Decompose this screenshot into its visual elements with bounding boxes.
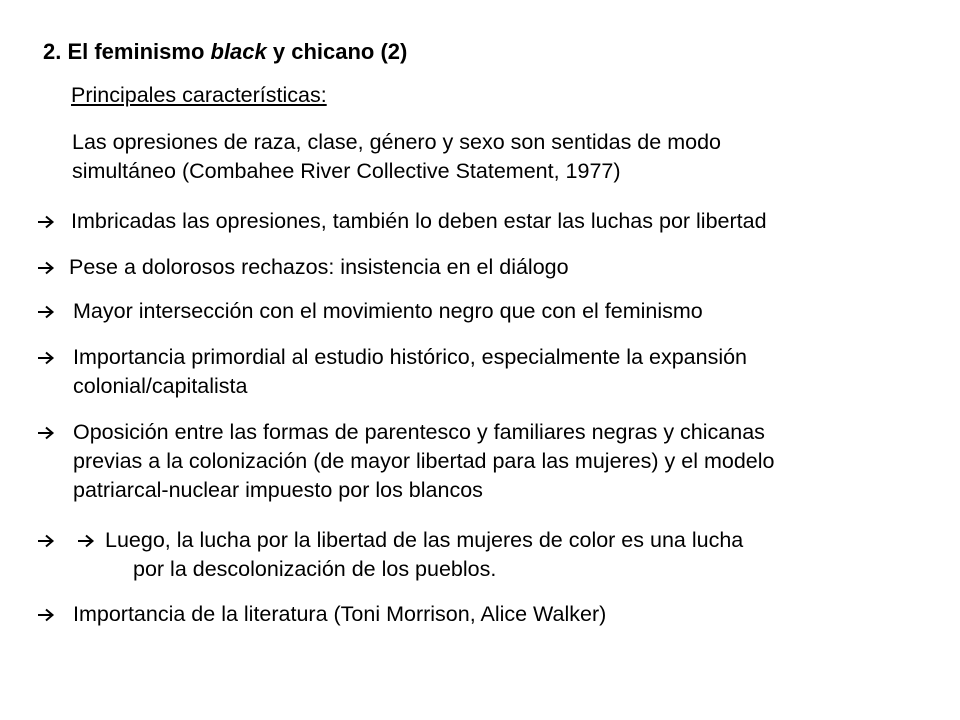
title-suffix: y chicano (2): [266, 39, 408, 64]
right-arrow-icon: [37, 526, 55, 555]
subtitle: [35, 81, 327, 110]
right-arrow-icon: [37, 343, 55, 372]
bullet-text: Importancia primordial al estudio histórico, especialmente la expansión: [73, 345, 748, 369]
intro-line: Las opresiones de raza, clase, género y sexo son sentidas de modo: [72, 130, 721, 154]
bullet-text: previas a la colonización (de mayor libertad para las mujeres) y el modelo: [73, 449, 775, 473]
bullet-text: Pese a dolorosos rechazos: insistencia en el diálogo: [69, 255, 569, 279]
right-arrow-icon: [37, 207, 55, 236]
intro-paragraph: [72, 128, 932, 186]
bullet-text: patriarcal-nuclear impuesto por los blancos: [73, 478, 483, 502]
slide-title: [43, 37, 407, 66]
right-arrow-icon: [37, 600, 55, 629]
bullet-text: Luego, la lucha por la libertad de las mujeres de color es una lucha: [105, 528, 744, 552]
right-arrow-icon: [77, 526, 95, 555]
bullet-text: colonial/capitalista: [73, 374, 248, 398]
bullet-text: Mayor intersección con el movimiento negro que con el feminismo: [73, 299, 703, 323]
intro-line: simultáneo (Combahee River Collective Statement, 1977): [72, 159, 621, 183]
bullet-text: Imbricadas las opresiones, también lo deben estar las luchas por libertad: [71, 209, 767, 233]
right-arrow-icon: [37, 418, 55, 447]
title-italic: black: [210, 39, 267, 64]
bullet-text: por la descolonización de los pueblos.: [133, 557, 497, 581]
bullet-text: Importancia de la literatura (Toni Morrison, Alice Walker): [73, 602, 607, 626]
right-arrow-icon: [37, 297, 55, 326]
title-prefix: 2. El feminismo: [43, 39, 211, 64]
subtitle-text: Principales características:: [71, 83, 327, 107]
right-arrow-icon: [37, 253, 55, 282]
bullet-text: Oposición entre las formas de parentesco y familiares negras y chicanas: [73, 420, 765, 444]
